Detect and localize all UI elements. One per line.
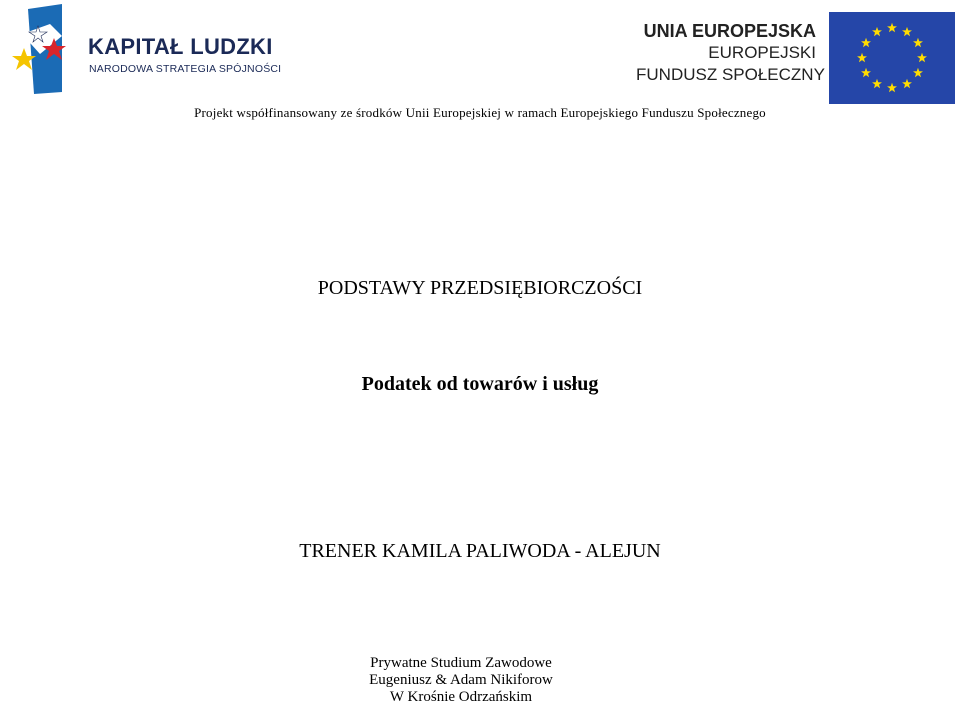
eu-line-european: EUROPEJSKI: [708, 43, 816, 62]
institution-line-1: Prywatne Studium Zawodowe: [370, 655, 552, 671]
eu-efs-wordmark: [636, 20, 825, 86]
eu-efs-logo: [636, 12, 956, 106]
institution-line-3: W Krośnie Odrzańskim: [389, 689, 533, 705]
trainer-name: TRENER KAMILA PALIWODA - ALEJUN: [299, 540, 661, 562]
kapital-ludzki-subtitle: NARODOWA STRATEGIA SPÓJNOŚCI: [89, 63, 282, 75]
eu-line-union: UNIA EUROPEJSKA: [643, 21, 816, 41]
institution-line-2: Eugeniusz & Adam Nikiforow: [369, 672, 553, 688]
kapital-ludzki-wordmark: [88, 34, 300, 80]
kapital-ludzki-title: KAPITAŁ LUDZKI: [88, 34, 273, 59]
eu-line-social-fund: FUNDUSZ SPOŁECZNY: [636, 65, 825, 84]
kapital-ludzki-flag-icon: [10, 4, 70, 94]
course-title: PODSTAWY PRZEDSIĘBIORCZOŚCI: [317, 277, 643, 299]
cofinancing-note: Projekt współfinansowany ze środków Unii Europejskiej w ramach Europejskiego Funduszu Społecznego: [194, 105, 766, 120]
institution-block: [0, 655, 922, 706]
eu-flag-icon: [829, 12, 955, 104]
kapital-ludzki-logo: [10, 4, 300, 94]
topic-title: Podatek od towarów i usług: [361, 373, 599, 395]
